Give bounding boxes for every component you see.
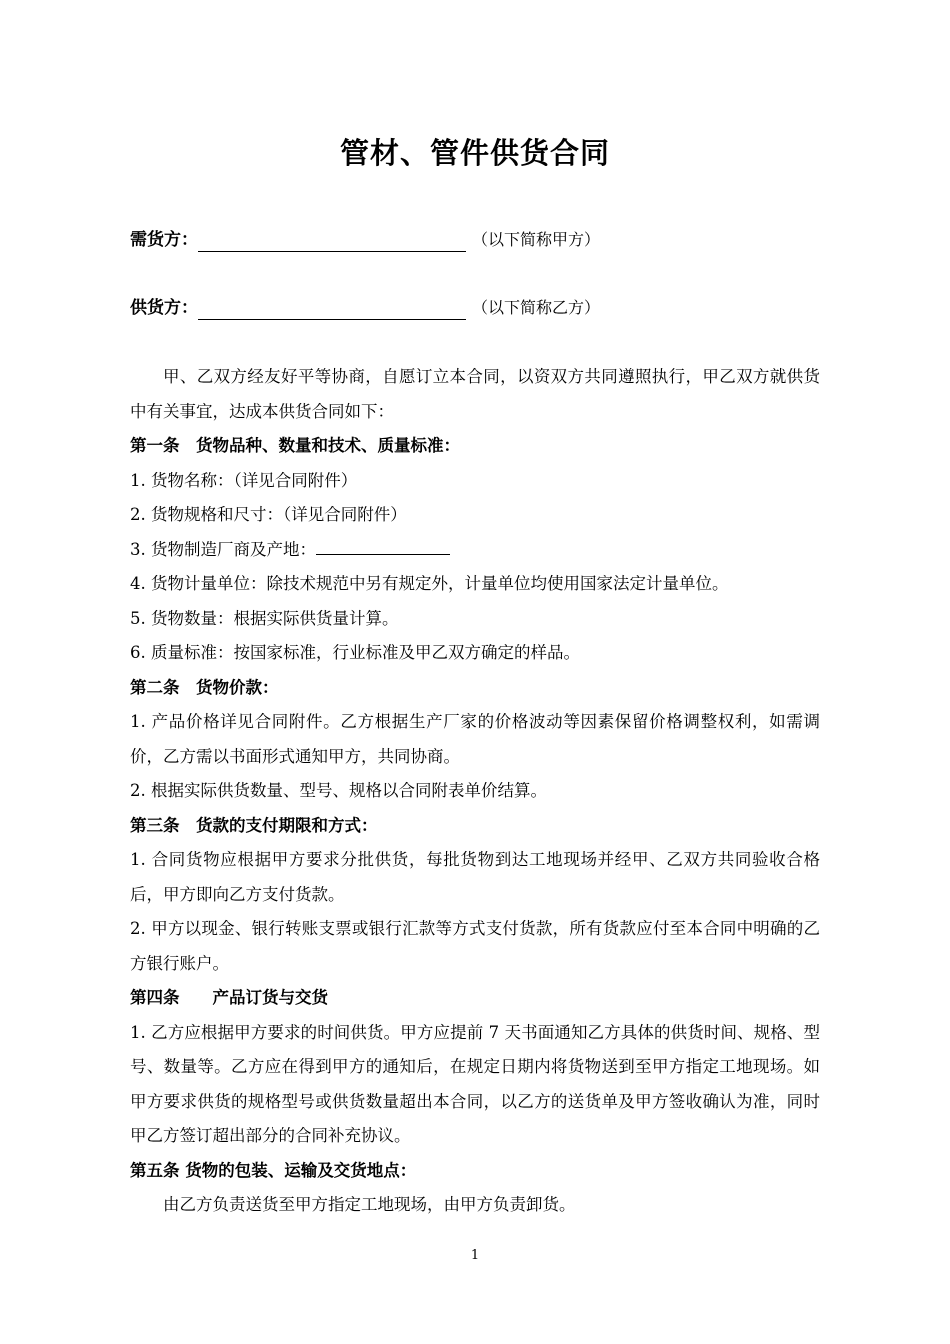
article2-item: 1. 产品价格详见合同附件。乙方根据生产厂家的价格波动等因素保留价格调整权利，如需调价，乙方需以书面形式通知甲方，共同协商。 [130,712,820,766]
document-title: 管材、管件供货合同 [339,136,610,170]
article2-item: 2. 根据实际供货数量、型号、规格以合同附表单价结算。 [130,781,547,800]
article3-heading: 第三条 货款的支付期限和方式： [130,815,378,835]
buyer-name-blank [198,229,466,252]
article5-text: 由乙方负责送货至甲方指定工地现场，由甲方负责卸货。 [163,1195,576,1214]
article5-heading: 第五条 货物的包装、运输及交货地点： [130,1160,417,1180]
manufacturer-blank [316,534,450,555]
article1-item: 1. 货物名称：（详见合同附件） [130,470,358,490]
supplier-name-blank [198,297,466,320]
article1-item-label: 3. 货物制造厂商及产地： [130,539,316,559]
article1-item: 2. 货物规格和尺寸：（详见合同附件） [130,505,407,524]
supplier-label: 供货方： [130,298,198,318]
article1-item-manufacturer [130,533,820,568]
article4-item: 1. 乙方应根据甲方要求的时间供货。甲方应提前 7 天书面通知乙方具体的供货时间、规格、型号、数量等。乙方应在得到甲方的通知后，在规定日期内将货物送到至甲方指定工地现场。如甲方要求供货的规格型号或供货数量超出本合同，以乙方的送货单及甲方签收确认为准，同时甲乙方签订超出部分的合同补充协议。 [130,1022,820,1145]
article1-item: 6. 质量标准：按国家标准，行业标准及甲乙双方确定的样品。 [130,643,580,662]
buyer-line [130,228,600,252]
article3-item: 1. 合同货物应根据甲方要求分批供货，每批货物到达工地现场并经甲、乙双方共同验收合格后，甲方即向乙方支付货款。 [130,850,820,904]
supplier-line [130,296,600,320]
article1-item: 5. 货物数量：根据实际供货量计算。 [130,608,399,628]
article3-item: 2. 甲方以现金、银行转账支票或银行汇款等方式支付货款，所有货款应付至本合同中明确的乙方银行账户。 [130,919,820,973]
page-number: 1 [470,1248,480,1263]
article2-heading: 第二条 货物价款： [130,677,279,697]
buyer-label: 需货方： [130,230,198,250]
intro-paragraph: 甲、乙双方经友好平等协商，自愿订立本合同，以资双方共同遵照执行，甲乙双方就供货中有关事宜，达成本供货合同如下： [130,367,820,421]
article4-heading: 第四条 产品订货与交货 [130,988,328,1007]
article1-item: 4. 货物计量单位：除技术规范中另有规定外，计量单位均使用国家法定计量单位。 [130,574,729,593]
article1-heading: 第一条 货物品种、数量和技术、质量标准： [130,436,460,455]
contract-body [130,360,820,1223]
buyer-note: （以下简称甲方） [472,230,601,249]
supplier-note: （以下简称乙方） [472,298,601,317]
